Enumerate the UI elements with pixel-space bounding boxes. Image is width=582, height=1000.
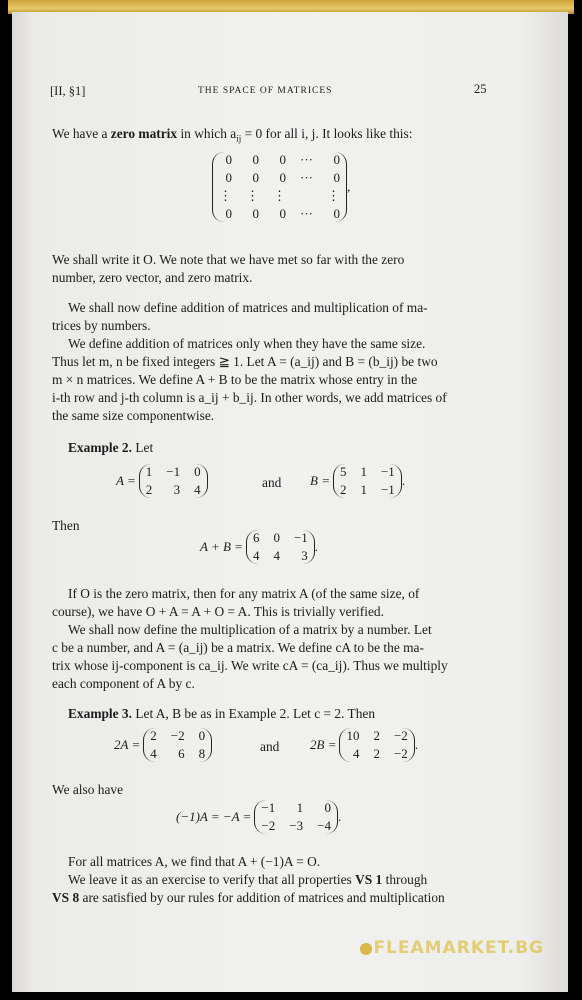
matrix-entry: 0 — [198, 728, 206, 743]
page-number: 25 — [474, 82, 487, 96]
matrix-entry: 1 — [296, 800, 304, 815]
para-add-5: the same size componentwise. — [52, 408, 215, 423]
matrix-entry: ⋮ — [219, 188, 232, 203]
matrix-entry: 0 — [252, 170, 259, 185]
watermark-logo-icon — [360, 943, 372, 955]
matrix-entry: ⋮ — [246, 188, 259, 203]
matrix-neg-a: (−1)A = −A = −1 1 0 −2 −3 −4 . — [176, 800, 342, 833]
matrix-2a: 2A = 2 −2 0 4 6 8 — [114, 728, 212, 762]
matrix-entry: 0 — [252, 152, 259, 167]
running-title: THE SPACE OF MATRICES — [198, 86, 333, 96]
matrix-entry: ··· — [300, 152, 313, 167]
then-text: Then — [52, 518, 80, 533]
matrix-entry: 2 — [150, 728, 157, 743]
para-scalar-3: trix whose ij-component is ca_ij. We write cA = (ca_ij). Thus we multiply — [52, 658, 448, 673]
matrix-entry: 0 — [324, 800, 331, 815]
matrix-entry: 0 — [225, 206, 232, 221]
matrix-entry: 0 — [279, 206, 286, 221]
matrix-entry: 5 — [339, 464, 347, 479]
zero-matrix: 0 0 0 ··· 0 0 0 0 ··· 0 ⋮ ⋮ ⋮ ⋮ 0 0 0 ··· 0 , — [212, 152, 350, 222]
matrix-entry: −1 — [380, 464, 395, 479]
matrix-entry: ··· — [300, 170, 313, 185]
matrix-entry: 4 — [150, 746, 157, 761]
matrix-entry: 10 — [346, 728, 360, 743]
matrix-entry: 4 — [194, 482, 201, 497]
matrix-entry: 0 — [279, 152, 286, 167]
matrix-entry: −2 — [393, 746, 408, 761]
matrix-entry: ··· — [300, 206, 313, 221]
para-define-1: We shall now define addition of matrices and multiplication of ma- — [68, 300, 428, 315]
para-write-o-2: number, zero vector, and zero matrix. — [52, 270, 253, 285]
matrix-entry: 1 — [360, 464, 367, 479]
watermark: FLEAMARKET.BG — [373, 938, 544, 958]
example-3-heading: Example 3. Let A, B be as in Example 2. Let c = 2. Then — [68, 706, 376, 721]
matrix-entry: 0 — [252, 206, 259, 221]
section-ref: [II, §1] — [50, 84, 86, 98]
matrix-entry: 3 — [173, 482, 181, 497]
matrix-entry: 4 — [352, 746, 360, 761]
para-scalar-1: We shall now define the multiplication of a matrix by a number. Let — [68, 622, 432, 637]
matrix-entry: 0 — [225, 152, 232, 167]
matrix-entry — [300, 188, 313, 204]
matrix-entry: 1 — [360, 482, 367, 497]
matrix-entry: 2 — [373, 728, 380, 743]
para-write-o-1: We shall write it O. We note that we have met so far with the zero — [52, 252, 405, 267]
matrix-entry: 2 — [145, 482, 153, 497]
para-zero-sum-1: If O is the zero matrix, then for any matrix A (of the same size, of — [68, 586, 420, 601]
and-text-2: and — [260, 739, 280, 754]
matrix-entry: −4 — [317, 818, 331, 833]
matrix-entry: 2 — [373, 746, 380, 761]
matrix-entry: −2 — [170, 728, 185, 743]
book-page — [12, 12, 568, 992]
and-text: and — [262, 475, 282, 490]
para-add-1: We define addition of matrices only when they have the same size. — [68, 336, 426, 351]
matrix-entry: −2 — [261, 818, 276, 833]
matrix-entry: 0 — [333, 152, 340, 167]
para-zero-matrix: We have a zero matrix in which $a_{ij} = 0$ for all i, j. It looks like this: — [52, 126, 413, 144]
matrix-entry: 4 — [252, 548, 260, 563]
matrix-entry: −2 — [393, 728, 408, 743]
also-text: We also have — [52, 782, 124, 797]
para-add-3: m × n matrices. We define A + B to be the matrix whose entry in the — [52, 372, 418, 387]
matrix-entry: 4 — [273, 548, 280, 563]
para-inverse: For all matrices A, we find that A + (−1)A = O. — [68, 854, 321, 869]
para-define-2: trices by numbers. — [52, 318, 151, 333]
matrix-entry: 6 — [252, 530, 260, 545]
para-zero-sum-2: course), we have O + A = A + O = A. This is trivially verified. — [52, 604, 384, 619]
para-scalar-2: c be a number, and A = (a_ij) be a matrix. We define cA to be the ma- — [52, 640, 424, 655]
matrix-b: B = 5 1 −1 2 1 −1 . — [310, 464, 406, 497]
matrix-entry: 3 — [301, 548, 308, 563]
para-add-4: i-th row and j-th column is a_ij + b_ij. In other words, we add matrices of — [52, 390, 447, 405]
para-scalar-4: each component of A by c. — [52, 676, 195, 691]
matrix-2b: 2B = 10 2 −2 4 2 −2 . — [310, 728, 419, 761]
matrix-entry: −1 — [261, 800, 276, 815]
matrix-entry: 6 — [178, 746, 185, 761]
matrix-entry: 1 — [145, 464, 153, 479]
matrix-entry: −1 — [380, 482, 395, 497]
matrix-entry: 0 — [273, 530, 280, 545]
matrix-entry: −3 — [289, 818, 304, 833]
matrix-entry: ⋮ — [273, 188, 286, 203]
matrix-entry: 0 — [333, 170, 340, 185]
matrix-entry: 0 — [279, 170, 286, 185]
matrix-entry: −1 — [166, 464, 181, 479]
matrix-entry: 0 — [225, 170, 232, 185]
matrix-entry: 0 — [194, 464, 201, 479]
matrix-entry: ⋮ — [327, 188, 340, 203]
para-add-2: Thus let m, n be fixed integers ≧ 1. Let A = (a_ij) and B = (b_ij) be two — [52, 354, 438, 369]
matrix-entry: 8 — [198, 746, 206, 761]
para-exercise-1: We leave it as an exercise to verify that all properties VS 1 through — [68, 872, 428, 887]
matrix-a-plus-b: A + B = 6 0 −1 4 4 3 . — [200, 530, 319, 563]
matrix-a: A = 1 −1 0 2 3 4 — [116, 464, 208, 498]
matrix-entry: 2 — [339, 482, 347, 497]
matrix-entry: −1 — [293, 530, 308, 545]
para-exercise-2: VS 8 are satisfied by our rules for addition of matrices and multiplication — [52, 890, 445, 905]
example-2-heading: Example 2. Let — [68, 440, 154, 455]
matrix-entry: 0 — [333, 206, 340, 221]
